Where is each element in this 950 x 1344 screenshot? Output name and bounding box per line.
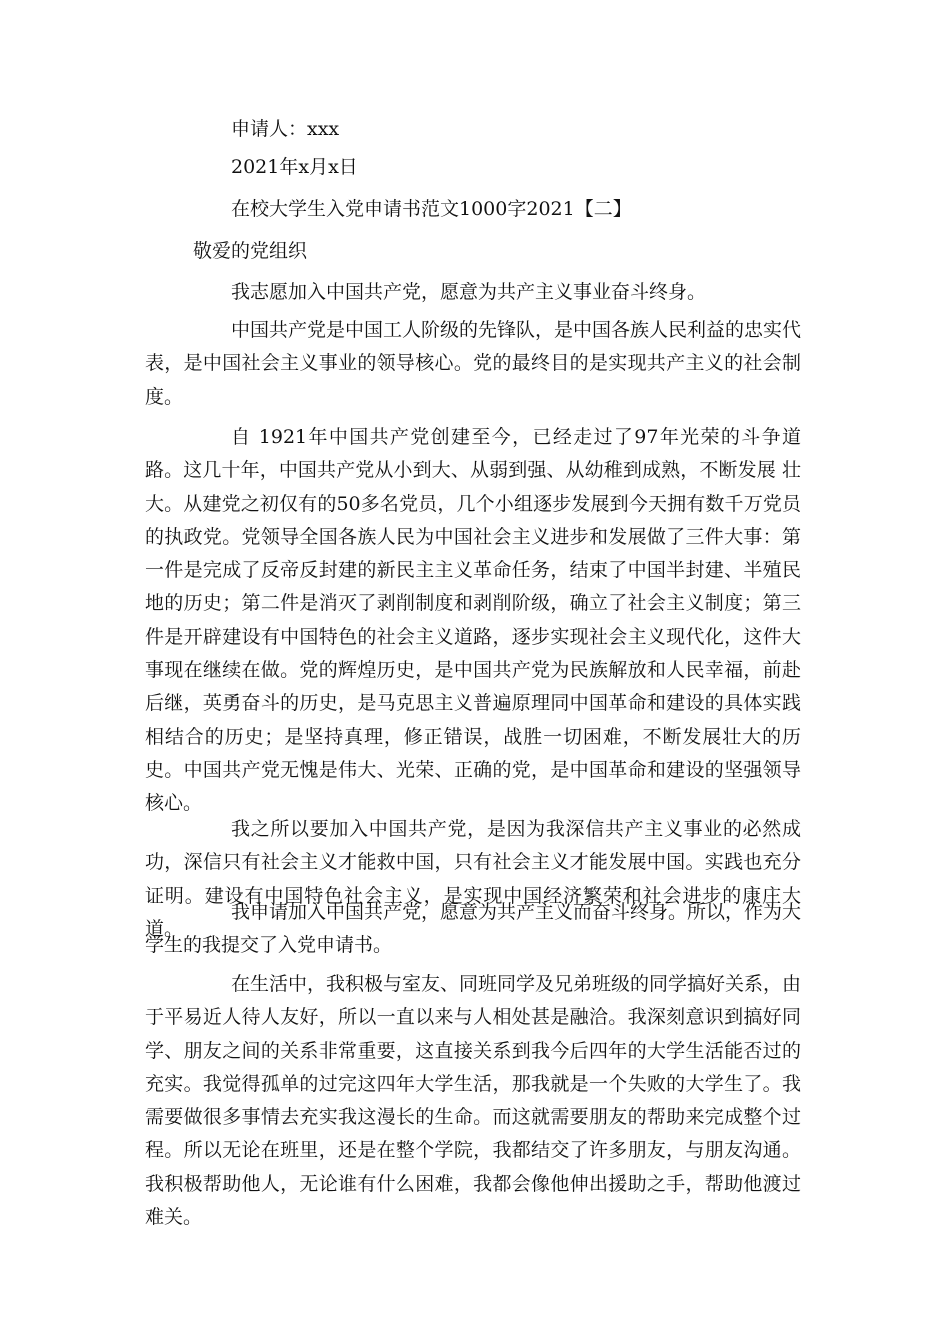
paragraph-3: 自 1921年中国共产党创建至今，已经走过了97年光荣的斗争道路。这几十年，中国共产党从小到大、从弱到强、从幼稚到成熟，不断发展 壮大。从建党之初仅有的50多名党员，几个小组逐步发展到今天拥有数千万党员的执政党。党领导全国各族人民为中国社会主义进步和发展做了三件大事：第一件是完成了反帝反封建的新民主主义革命任务，结束了中国半封建、半殖民地的历史；第二件是消灭了剥削制度和剥削阶级，确立了社会主义制度；第三件是开辟建设有中国特色的社会主义道路，逐步实现社会主义现代化，这件大事现在继续在做。党的辉煌历史，是中国共产党为民族解放和人民幸福，前赴后继，英勇奋斗的历史，是马克思主义普遍原理同中国革命和建设的具体实践相结合的历史；是坚持真理，修正错误，战胜一切困难，不断发展壮大的历史。中国共产党无愧是伟大、光荣、正确的党，是中国革命和建设的坚强领导核心。 [145, 426, 801, 815]
salutation: 敬爱的党组织 [193, 240, 308, 262]
paragraph-4: 我之所以要加入中国共产党，是因为我深信共产主义事业的必然成功，深信只有社会主义才能救中国，只有社会主义才能发展中国。实践也充分证明。建设有中国特色社会主义，是实现中国经济繁荣和社会进步的康庄大道。 [145, 818, 801, 940]
applicant-line: 申请人：xxx [231, 118, 340, 140]
paragraph-1: 我志愿加入中国共产党，愿意为共产主义事业奋斗终身。 [231, 281, 707, 303]
date-line: 2021年x月x日 [231, 156, 358, 178]
paragraph-2: 中国共产党是中国工人阶级的先锋队，是中国各族人民利益的忠实代表，是中国社会主义事业的领导核心。党的最终目的是实现共产主义的社会制度。 [145, 319, 802, 408]
paragraph-5: 我申请加入中国共产党，愿意为共产主义而奋斗终身。所以，作为大学生的我提交了入党申请书。 [145, 901, 802, 957]
section-title: 在校大学生入党申请书范文1000字2021【二】 [231, 198, 632, 220]
paragraph-6: 在生活中，我积极与室友、同班同学及兄弟班级的同学搞好关系，由于平易近人待人友好，所以一直以来与人相处甚是融洽。我深刻意识到搞好同学、朋友之间的关系非常重要，这直接关系到我今后四年的大学生活能否过的充实。我觉得孤单的过完这四年大学生活，那我就是一个失败的大学生了。我需要做很多事情去充实我这漫长的生命。而这就需要朋友的帮助来完成整个过程。所以无论在班里，还是在整个学院，我都结交了许多朋友，与朋友沟通。我积极帮助他人，无论谁有什么困难，我都会像他伸出援助之手，帮助他渡过难关。 [145, 973, 802, 1229]
